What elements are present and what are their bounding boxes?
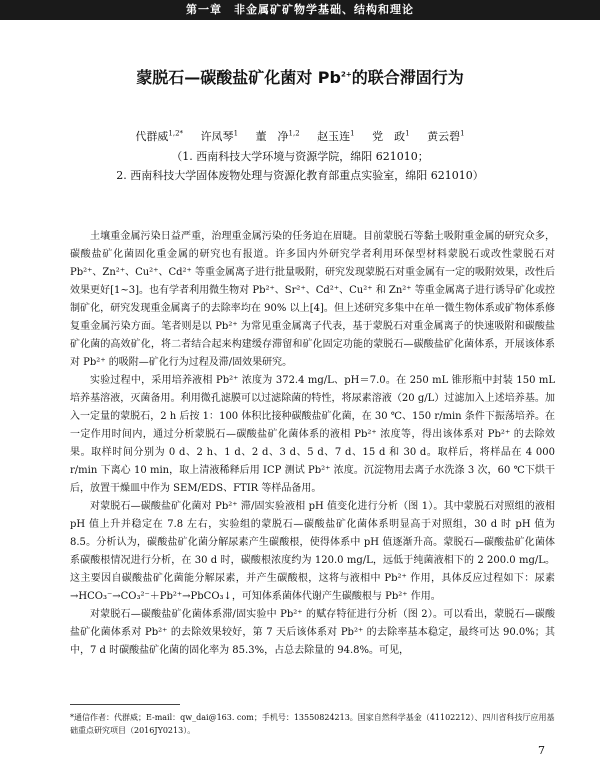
paragraph-method: 实验过程中，采用培养液相 Pb²⁺ 浓度为 372.4 mg/L、pH＝7.0。在 250 mL 锥形瓶中封装 150 mL 培养基溶液，灭菌备用。利用微孔滤膜可以过滤除菌的特性，将尿素溶液（20 g/L）过滤加入上述培养基。加入一定量的蒙脱石，2 h 后按 1：100 体积比接种碳酸盐矿化菌，在 30 ℃、150 r/min 条件下振荡培养。在一定作用时间内，通过分析蒙脱石—碳酸盐矿化菌体系的液相 Pb²⁺ 浓度等，得出该体系对 Pb²⁺ 的去除效果。取样时间分别为 0 d、2 h、1 d、2 d、3 d、5 d、7 d、15 d 和 30 d。取样后，将样品在 4 000 r/min 下离心 10 min，取上清液稀释后用 ICP 测试 Pb²⁺ 浓度。沉淀物用去离子水洗涤 3 次，60 ℃下烘干后，放置干燥皿中作为 SEM/EDS、FTIR 等样品备用。 — [70, 375, 555, 494]
author: 赵玉连$^1$ — [317, 129, 355, 143]
title-suffix: 的联合滞固行为 — [351, 68, 464, 87]
paragraph-ph-analysis: 对蒙脱石—碳酸盐矿化菌对 Pb²⁺ 滞/固实验液相 pH 值变化进行分析（图 1）。其中蒙脱石对照组的液相 pH 值上升并稳定在 7.8 左右，实验组的蒙脱石—碳酸盐矿化菌体系明显高于对照组，30 d 时 pH 值为 8.5。分析认为，碳酸盐矿化菌分解尿素产生碳酸根，使得体系中 pH 值逐渐升高。蒙脱石—碳酸盐矿化菌体系碳酸根情况进行分析，在 30 d 时，碳酸根浓度约为 120.0 mg/L，远低于纯菌液相下的 2 200.0 mg/L。这主要因自碳酸盐矿化菌能分解尿素，并产生碳酸根，这将与液相中 Pb²⁺ 作用，具体反应过程如下：尿素→HCO₃⁻→CO₃²⁻＋Pb²⁺→PbCO₃↓，可知体系菌体代谢产生碳酸根与 Pb²⁺ 作用。 — [70, 501, 555, 602]
page-number: 7 — [538, 744, 545, 757]
affiliation-1: （1. 西南科技大学环境与资源学院，绵阳 621010； — [171, 150, 429, 163]
paper-title — [0, 65, 600, 88]
author: 代群威$^{1,2*}$ — [135, 129, 184, 143]
footnote: *通信作者：代群威；E-mail：qw_dai@163. com；手机号：13550824213。国家自然科学基金（41102212）、四川省科技厅应用基础重点研究项目（2016JY0213）。 — [70, 713, 555, 735]
author: 董 净$^{1,2}$ — [255, 129, 300, 143]
running-header: 第一章 非金属矿矿物学基础、结构和理论 — [0, 0, 600, 20]
author: 黄云碧$^1$ — [427, 129, 465, 143]
body-text — [70, 228, 555, 660]
title-charge: 2+ — [341, 70, 352, 79]
footnote-divider — [70, 704, 180, 705]
author-list — [0, 128, 600, 144]
title-main: 蒙脱石—碳酸盐矿化菌对 Pb — [136, 68, 341, 87]
author: 许凤琴$^1$ — [200, 129, 239, 143]
affiliation-2: 2. 西南科技大学固体废物处理与资源化教育部重点实验室，绵阳 621010） — [116, 169, 484, 182]
author: 党 政$^1$ — [372, 129, 410, 143]
paragraph-intro: 土壤重金属污染日益严重，治理重金属污染的任务迫在眉睫。目前蒙脱石等黏土吸附重金属的研究众多，碳酸盐矿化菌固化重金属的研究也有报道。许多国内外研究学者利用环保型材料蒙脱石或改性蒙脱石对 Pb²⁺、Zn²⁺、Cu²⁺、Cd²⁺ 等重金属离子进行批量吸附，研究发现蒙脱石对重金属有一定的吸附效果，改性后效果更好[1~3]。也有学者利用微生物对 Pb²⁺、Sr²⁺、Cd²⁺、Cu²⁺ 和 Zn²⁺ 等重金属离子进行诱导矿化或控制矿化，研究发现重金属离子的去除率均在 90% 以上[4]。但上述研究多集中在单一微生物体系或矿物体系修复重金属污染方面。笔者则是以 Pb²⁺ 为常见重金属离子代表，基于蒙脱石对重金属离子的快速吸附和碳酸盐矿化菌的高效矿化，将二者结合起来构建缓存滞留和矿化固定功能的蒙脱石—碳酸盐矿化菌体系，开展该体系对 Pb²⁺ 的吸附—矿化行为过程及滞/固效果研究。 — [70, 231, 555, 368]
paragraph-pb-analysis: 对蒙脱石—碳酸盐矿化菌体系滞/固实验中 Pb²⁺ 的赋存特征进行分析（图 2）。可以看出，蒙脱石—碳酸盐矿化菌体系对 Pb²⁺ 的去除效果较好，第 7 天后该体系对 Pb²⁺ 的去除率基本稳定，最终可达 90.0%；其中，7 d 时碳酸盐矿化菌的固化率为 85.3%，占总去除量的 94.8%。可见， — [70, 609, 555, 656]
